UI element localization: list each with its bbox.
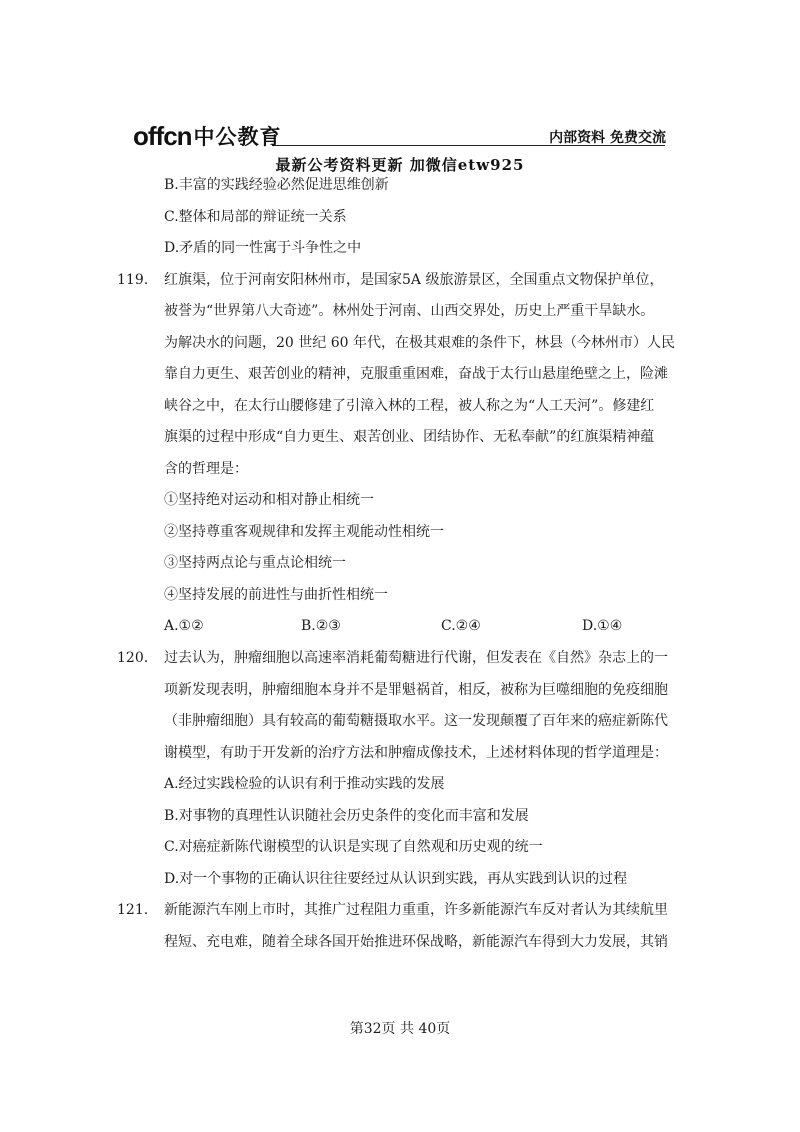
offcn-logo [133, 123, 282, 149]
question-120-line: 谢模型，有助于开发新的治疗方法和肿瘤成像技术，上述材料体现的哲学道理是： [164, 745, 668, 761]
statement-4: ④坚持发展的前进性与曲折性相统一 [164, 587, 388, 603]
question-121-line: 程短、充电难，随着全球各国开始推进环保战略，新能源汽车得到大力发展，其销 [164, 934, 668, 950]
question-119-line: 为解决水的问题，20 世纪 60 年代，在极其艰难的条件下，林县（今林州市）人民 [164, 335, 675, 351]
prev-option-d: D.矛盾的同一性寓于斗争性之中 [164, 240, 362, 256]
prev-option-c: C.整体和局部的辩证统一关系 [164, 209, 347, 225]
question-120-line: 项新发现表明，肿瘤细胞本身并不是罪魁祸首，相反，被称为巨噬细胞的免疫细胞 [164, 682, 668, 698]
statement-3: ③坚持两点论与重点论相统一 [164, 555, 346, 571]
question-119-line: 靠自力更生、艰苦创业的精神，克服重重困难，奋战于太行山悬崖绝壁之上，险滩 [164, 366, 668, 382]
logo-chinese-text: 中公教育 [193, 125, 282, 149]
choice-b: B.②③ [301, 618, 341, 634]
question-120-line: （非肿瘤细胞）具有较高的葡萄糖摄取水平。这一发现颠覆了百年来的癌症新陈代 [164, 713, 668, 729]
choice-c: C.②④ [441, 618, 481, 634]
question-119-line: 旗渠的过程中形成“自力更生、艰苦创业、团结协作、无私奉献”的红旗渠精神蕴 [164, 429, 655, 445]
question-119-line: 含的哲理是： [164, 461, 248, 477]
statement-2: ②坚持尊重客观规律和发挥主观能动性相统一 [164, 524, 444, 540]
logo-latin-text: offcn [133, 121, 192, 151]
question-120-number: 120. [117, 650, 149, 666]
header-right-label: 内部资料 免费交流 [549, 130, 666, 146]
choice-d: D.①④ [582, 618, 623, 634]
choice-a: A.①② [164, 618, 204, 634]
statement-1: ①坚持绝对运动和相对静止相统一 [164, 492, 374, 508]
question-121-number: 121. [117, 902, 149, 918]
question-120-option-c: C.对癌症新陈代谢模型的认识是实现了自然观和历史观的统一 [164, 839, 543, 855]
question-120-option-a: A.经过实践检验的认识有利于推动实践的发展 [164, 776, 445, 792]
question-121-line: 新能源汽车刚上市时，其推广过程阻力重重，许多新能源汽车反对者认为其续航里 [164, 902, 668, 918]
question-120-option-d: D.对一个事物的正确认识往往要经过从认识到实践，再从实践到认识的过程 [164, 871, 628, 887]
question-120-option-b: B.对事物的真理性认识随社会历史条件的变化而丰富和发展 [164, 808, 529, 824]
question-119-line: 红旗渠，位于河南安阳林州市，是国家5A 级旅游景区，全国重点文物保护单位， [164, 272, 664, 288]
banner-text: 最新公考资料更新 加微信etw925 [275, 156, 525, 174]
question-119-line: 被誉为“世界第八大奇迹”。林州处于河南、山西交界处，历史上严重干旱缺水。 [164, 303, 655, 319]
question-119-number: 119. [117, 272, 149, 288]
page-number-footer: 第32页 共 40页 [349, 1021, 451, 1037]
question-120-line: 过去认为，肿瘤细胞以高速率消耗葡萄糖进行代谢，但发表在《自然》杂志上的一 [164, 650, 668, 666]
question-119-line: 峡谷之中，在太行山腰修建了引漳入林的工程，被人称之为“人工天河”。修建红 [164, 398, 655, 414]
prev-option-b: B.丰富的实践经验必然促进思维创新 [164, 177, 389, 193]
